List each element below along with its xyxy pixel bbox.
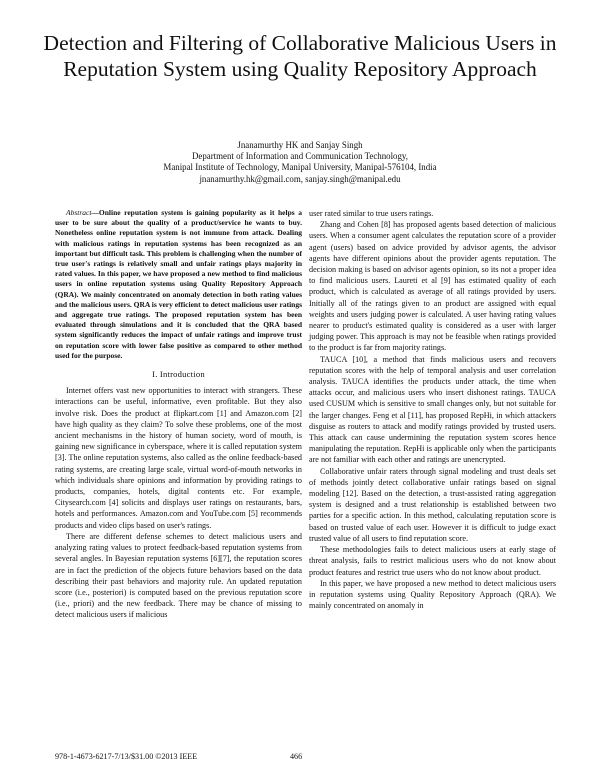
body-paragraph: Internet offers vast new opportunities to interact with strangers. These interactions can be useful, informative, even profitable. But they also involve risk. Does the product at flipkart.com [1] and Amazon.com [2] have high quality as they claim? To solve these problems, one of the most ancient mechanisms in the history of human society, word of mouth, is gaining new significance in cyberspace, where it is called reputation system [3]. The online reputation systems, also called as the online feedback-based rating systems, are creating large scale, virtual word-of-mouth networks in which individuals share opinions and information by providing ratings to products, companies, hotels, digital contents etc. For example, Citysearch.com [4] solicits and displays user ratings on restaurants, bars, hotels and performances. Amazon.com and YouTube.com [5] recommends products and video clips based on user's ratings. — [55, 386, 302, 530]
left-column — [55, 208, 302, 621]
author-emails: jnanamurthy.hk@gmail.com, sanjay.singh@manipal.edu — [199, 173, 401, 184]
body-paragraph: TAUCA [10], a method that finds malicious users and recovers reputation scores with the help of temporal analysis and user correlation analysis. TAUCA identifies the products under attack, the time when attacks occur, and malicious users who insert dishonest ratings. TAUCA used CUSUM which is sensitive to small changes only, but not suitable for the larger changes. Feng et al [11], has proposed RepHi, in which attackers disguise as routers to attack and modify ratings provided by trusted users. This attack can cause undermining the reputation system scores hence manipulating the reputation. RepHi is applicable only when the participants are not familiar with each other and ratings are unencrypted. — [309, 354, 556, 465]
author-department: Department of Information and Communication Technology, — [191, 151, 409, 162]
section-heading-introduction: I. Introduction — [152, 369, 205, 380]
author-institution: Manipal Institute of Technology, Manipal University, Manipal-576104, India — [163, 162, 437, 173]
page-number: 466 — [290, 752, 303, 761]
body-paragraph: Zhang and Cohen [8] has proposed agents based detection of malicious users. When a consumer agent calculates the reputation score of a provider agent (users) based on advice provided by advisor agents, the advisor agents have different opinions about the provider agents reputation. The decision making is based on advisor agents opinion, so its not a proper idea to find malicious users. Laureti et al [9] has estimated quality of each product, which is calculated as average of all ratings provided by users. Initially all of the ratings given to an product are assigned with equal weights and users judging power is calculated. A user having rating values nearer to product's estimated quality is considered as a user with larger judging power. This approach is may not be feasible when ratings provided to the product is far from majority ratings. — [309, 220, 556, 353]
author-names: Jnanamurthy HK and Sanjay Singh — [237, 140, 363, 150]
abstract-label: Abstract — [66, 208, 92, 217]
paper-title: Detection and Filtering of Collaborative Malicious Users in Reputation System using Quality Repository Approach — [43, 31, 557, 81]
body-paragraph: There are different defense schemes to detect malicious users and analyzing rating values to protect feedback-based reputation systems from several angles. In Bayesian reputation systems [6][7], the reputation scores are in fact the prediction of the objects future behaviors based on the data describing their past behaviors and majority rule. An updated reputation score (i.e., posteriori) is computed based on the previous reputation score (i.e., priori) and the new feedback. There may be chance of missing to detect malicious users if malicious — [55, 531, 302, 620]
body-paragraph: These methodologies fails to detect malicious users at early stage of threat analysis, fails to restrict malicious users who do not know about product features and restrict true users who do not know about product. — [309, 545, 556, 577]
copyright-notice: 978-1-4673-6217-7/13/$31.00 ©2013 IEEE — [55, 752, 198, 761]
author-block — [60, 140, 540, 185]
right-column — [309, 208, 556, 611]
abstract-text: —Online reputation system is gaining popularity as it helps a user to be sure about the quality of a product/service he wants to buy. Nonetheless online reputation system is not immune from attack. Dealing with malicious ratings in reputation systems has been recognized as an important but difficult task. This problem is challenging when the number of true user's ratings is relatively small and unfair ratings plays majority in rated values. In this paper, we have proposed a new method to find malicious users in online reputation systems using Quality Repository Approach (QRA). We mainly concentrated on anomaly detection in both rating values and the malicious users. QRA is very efficient to detect malicious user ratings and aggregate true ratings. The proposed reputation system has been evaluated through simulations and it is concluded that the QRA based system significantly reduces the impact of unfair ratings and improve trust on reputation score with lower false positive as compared to other method used for the purpose. — [55, 208, 302, 360]
body-paragraph: user rated similar to true users ratings. — [309, 209, 434, 218]
abstract — [55, 208, 302, 361]
body-paragraph: In this paper, we have proposed a new method to detect malicious users in reputation systems using Quality Repository Approach (QRA). We mainly concentrated on anomaly in — [309, 578, 556, 611]
body-paragraph: Collaborative unfair raters through signal modeling and trust deals set of methods jointly detect collaborative unfair ratings based on signal modeling [12]. Based on the detection, a trust-assisted rating aggregation system is designed and a trust relationship is established between two parties for a specific action. In this method, calculating reputation score is based on trusted value of each user. However it is difficult to judge exact trusted value of all users to find reputation score. — [309, 466, 556, 543]
